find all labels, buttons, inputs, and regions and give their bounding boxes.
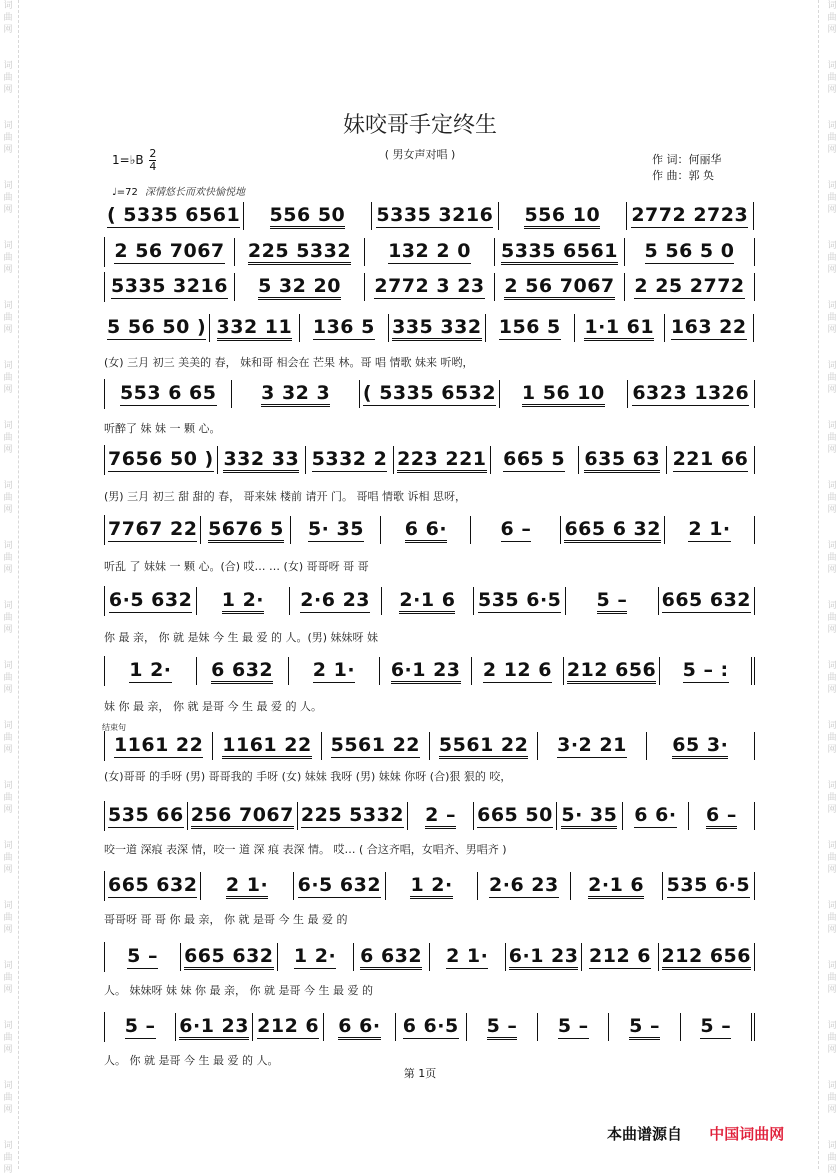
song-subtitle: ( 男女声对唱 ) [384,148,456,161]
measure-notes: 5335 3216 [376,204,494,226]
measure-notes: 335 332 [392,316,481,341]
measure-notes: 3·2 21 [557,734,627,756]
measure [478,872,570,900]
measure [627,202,754,230]
measure [471,516,561,544]
measure [104,202,244,230]
measure-notes: 5335 3216 [111,275,228,297]
measure-notes: 1 56 10 [522,382,605,407]
measure-notes: 665 6 32 [564,518,661,543]
lyric-line: 哥哥呀 哥 哥 你 最 亲， 你 就 是哥 今 生 最 爱 的 [104,913,348,926]
expression-text: 深情悠长而欢快愉悦地 [145,187,246,198]
measure [235,273,365,301]
stave-line [104,942,755,972]
measure [386,872,478,900]
measure [290,587,382,615]
measure [244,202,371,230]
measure-notes: 212 656 [567,659,656,684]
measure [506,943,583,971]
measure [105,273,235,301]
measure-notes: 212 656 [662,945,751,970]
measure-notes: 2772 2723 [631,204,749,226]
measure [105,732,213,760]
measure [396,1013,467,1041]
key-signature [112,148,156,173]
measure [298,802,408,830]
measure [105,943,181,971]
stave-line [104,379,755,409]
measure [201,872,293,900]
measure [197,587,289,615]
measure-notes: 6 – [500,518,532,540]
measure [181,943,277,971]
measure [278,943,354,971]
measure-notes: 5 32 20 [258,275,341,300]
measure-notes: 1 2· [410,874,452,899]
measure [188,802,298,830]
key-label: 1=♭B [112,153,144,167]
measure-notes: 1 2· [129,659,172,681]
measure [218,446,306,474]
measure-notes: ( 5335 6532 [362,382,497,404]
measure-notes: 2 56 7067 [504,275,614,300]
lyric-line: 你 最 亲， 你 就 是妹 今 生 最 爱 的 人。(男) 妹妹呀 妹 [104,631,379,644]
watermark-left: 词 曲 网 词 曲 网 词 曲 网 词 曲 网 词 曲 网 词 曲 网 词 曲 网 词 曲 网 词 曲 网 词 曲 网 词 曲 网 词 曲 网 词 曲 网 词 曲 网 词 曲 网 词 曲 网 词 曲 网 词 曲 网 词 曲 网 词 曲 网 [3,1,13,1175]
measure [647,732,755,760]
measure-notes: ( 5335 6561 [107,204,241,226]
end-phrase-label: 结束句 [102,723,126,732]
measure-notes: 5· 35 [307,518,364,540]
measure-notes: 6 632 [211,659,273,684]
measure-notes: 332 33 [223,448,299,473]
measure-notes: 65 3· [672,734,728,759]
stave-line [104,1012,755,1042]
measure [381,516,471,544]
measure-notes: 553 6 65 [119,382,217,404]
measure [105,872,201,900]
stave-line [104,445,755,475]
measure-notes: 5 – [557,1015,589,1037]
measure [571,872,663,900]
measure [389,314,485,342]
measure-notes: 635 63 [584,448,660,473]
measure [235,238,365,266]
measure [105,446,218,474]
measure-notes: 212 6 [589,945,651,967]
measure-notes: 223 221 [397,448,486,473]
measure-notes: 5 – [629,1015,660,1040]
measure-notes: 5676 5 [208,518,284,543]
measure [360,380,500,408]
measure [324,1013,395,1041]
measure [566,587,658,615]
measure-notes: 2 25 2772 [634,275,745,297]
measure [665,314,754,342]
stave-line [104,272,755,302]
lyric-line: 妹 你 最 亲， 你 就 是哥 今 生 最 爱 的 人。 [104,700,322,713]
stave-line [104,801,755,831]
measure [681,1013,755,1041]
measure [306,446,394,474]
measure-notes: 2 – [425,804,456,829]
measure-notes: 5 – [487,1015,518,1040]
measure-notes: 6 6· [405,518,447,543]
measure-notes: 556 50 [270,204,346,229]
measure-notes: 6323 1326 [632,382,750,404]
measure-notes: 2·1 6 [588,874,644,899]
measure-notes: 6·1 23 [179,1015,249,1040]
measure [625,238,755,266]
measure [665,516,755,544]
measure [105,587,197,615]
measure-notes: 535 66 [108,804,184,826]
measure-notes: 6·1 23 [391,659,461,684]
measure-notes: 5 56 5 0 [644,240,735,262]
measure-notes: 535 6·5 [477,589,562,611]
measure [289,657,381,685]
measure [408,802,474,830]
measure [210,314,299,342]
measure-notes: 1161 22 [222,734,311,759]
measure-notes: 2 56 7067 [114,240,225,262]
measure-notes: 5332 2 [311,448,388,470]
measure [253,1013,324,1041]
lyric-line: 咬一道 深痕 表深 情，咬一 道 深 痕 表深 情。 哎… ( 合这齐唱，女唱齐、男唱齐 ) [104,843,507,856]
stave-line [104,201,754,231]
measure [474,587,566,615]
margin-line-right [818,0,819,1169]
measure-notes: 163 22 [670,316,747,338]
measure [564,657,660,685]
measure-notes: 5· 35 [561,804,617,829]
measure-notes: 665 632 [184,945,273,970]
lyric-line: 人。 妹妹呀 妹 妹 你 最 亲， 你 就 是哥 今 生 最 爱 的 [104,984,373,997]
measure [500,380,627,408]
measure-notes: 221 66 [672,448,749,470]
measure-notes: 225 5332 [300,804,405,826]
measure [491,446,579,474]
lyric-line: 听乱 了 妹妹 一 颗 心。(合) 哎… … (女) 哥哥呀 哥 哥 [104,560,369,573]
measure-notes: 225 5332 [248,240,351,265]
measure [623,802,689,830]
measure-notes: 156 5 [498,316,561,338]
measure [609,1013,680,1041]
measure-notes: 7767 22 [108,518,198,540]
measure-notes: 5 56 50 ) [107,316,207,338]
measure [372,202,499,230]
measure [495,273,625,301]
measure [561,516,665,544]
measure [197,657,289,685]
measure [300,314,389,342]
measure-notes: 2·6 23 [489,874,559,896]
lyric-line: (女)哥哥 的手呀 (男) 哥哥我的 手呀 (女) 妹妹 我呀 (男) 妹妹 你呀 (合)狠 狠的 咬， [104,770,512,783]
measure-notes: 6 6· [634,804,677,826]
page-number: 第 1页 [403,1067,437,1080]
measure-notes: 2·6 23 [300,589,371,611]
measure [486,314,575,342]
measure-notes: 665 632 [108,874,198,896]
composer: 作 曲：郭 奂 [652,169,714,182]
measure [176,1013,253,1041]
source-footer [607,1123,784,1144]
stave-line [104,237,755,267]
stave-line [104,656,755,686]
measure-notes: 665 632 [661,589,752,611]
measure [394,446,490,474]
measure [322,732,430,760]
measure-notes: 2 1· [688,518,731,540]
measure-notes: 2772 3 23 [374,275,485,297]
lyricist: 作 词：何丽华 [652,153,722,166]
measure [625,273,755,301]
measure [291,516,381,544]
measure [365,238,495,266]
measure [105,657,197,685]
measure [659,943,755,971]
tempo-marking [112,183,245,198]
stave-line [104,313,754,343]
measure-notes: 5335 6561 [501,240,618,265]
measure-notes: 6·5 632 [297,874,382,896]
measure-notes: 136 5 [312,316,375,338]
measure [105,516,201,544]
watermark-right: 词 曲 网 词 曲 网 词 曲 网 词 曲 网 词 曲 网 词 曲 网 词 曲 网 词 曲 网 词 曲 网 词 曲 网 词 曲 网 词 曲 网 词 曲 网 词 曲 网 词 曲 网 词 曲 网 词 曲 网 词 曲 网 词 曲 网 词 曲 网 [827,1,837,1175]
measure [575,314,664,342]
measure-notes: 332 11 [217,316,293,341]
measure [430,943,506,971]
measure [579,446,667,474]
measure [213,732,321,760]
measure [495,238,625,266]
measure-notes: 256 7067 [191,804,294,829]
stave-line [104,515,755,545]
measure-notes: 5 – : [682,659,729,681]
measure [365,273,495,301]
stave-line [104,871,755,901]
measure-notes: 5 – [127,945,158,967]
measure [557,802,623,830]
measure [201,516,291,544]
measure-notes: 1 2· [293,945,337,967]
measure-notes: 2 12 6 [482,659,552,681]
measure-notes: 3 32 3 [261,382,330,407]
measure [660,657,755,685]
measure-notes: 665 50 [477,804,553,826]
song-title: 妹咬哥手定终生 [342,113,497,138]
measure-notes: 6·5 632 [108,589,193,611]
measure [380,657,472,685]
measure [382,587,474,615]
measure [538,732,646,760]
lyric-line: 听醉了 妹 妹 一 颗 心。 [104,422,221,435]
source-text: 本曲谱源自 [607,1125,683,1143]
measure-notes: 5561 22 [439,734,528,759]
measure [659,587,755,615]
measure-notes: 2 1· [226,874,268,899]
measure [104,314,210,342]
credits [652,152,722,184]
lyric-line: 人。 你 就 是哥 今 生 最 爱 的 人。 [104,1054,279,1067]
measure [538,1013,609,1041]
measure-notes: 2·1 6 [399,589,455,614]
measure-notes: 1 2· [222,589,264,614]
measure-notes: 7656 50 ) [108,448,214,470]
measure [467,1013,538,1041]
stave-line [104,731,755,761]
brand-link[interactable]: 中国词曲网 [709,1125,785,1143]
measure-notes: 665 5 [503,448,566,470]
measure [472,657,564,685]
measure-notes: 2 1· [312,659,356,681]
measure [474,802,557,830]
measure [232,380,359,408]
measure-notes: 6 – [706,804,737,829]
measure-notes: 5561 22 [330,734,421,756]
measure [430,732,538,760]
measure-notes: 132 2 0 [388,240,471,262]
measure-notes: 6·1 23 [509,945,579,970]
tempo-value: ♩=72 [112,187,138,198]
measure [628,380,755,408]
margin-line-left [18,0,19,1169]
measure-notes: 6 6·5 [402,1015,459,1037]
time-top: 2 [149,147,157,160]
measure-notes: 535 6·5 [666,874,751,896]
measure-notes: 5 – [597,589,628,614]
measure [354,943,430,971]
measure-notes: 1·1 61 [584,316,654,341]
measure [499,202,626,230]
measure-notes: 6 632 [360,945,422,970]
measure-notes: 2 1· [446,945,489,967]
measure-notes: 212 6 [257,1015,320,1037]
measure-notes: 556 10 [524,204,600,229]
measure-notes: 1161 22 [113,734,204,756]
measure [105,380,232,408]
measure [667,446,755,474]
measure [105,238,235,266]
measure [105,1013,176,1041]
measure [663,872,755,900]
measure [294,872,386,900]
measure-notes: 5 – [700,1015,732,1037]
measure-notes: 6 6· [338,1015,380,1040]
measure [105,802,188,830]
measure [582,943,658,971]
lyric-line: (女) 三月 初三 美美的 春， 妹和哥 相会在 芒果 林。哥 唱 情歌 妹来 听哟， [104,356,474,369]
measure-notes: 5 – [124,1015,156,1037]
measure [689,802,755,830]
time-signature [149,148,156,173]
lyric-line: (男) 三月 初三 甜 甜的 春， 哥来妹 楼前 请开 门。 哥唱 情歌 诉相 思呀， [104,490,467,503]
time-bottom: 4 [149,160,157,173]
stave-line [104,586,755,616]
